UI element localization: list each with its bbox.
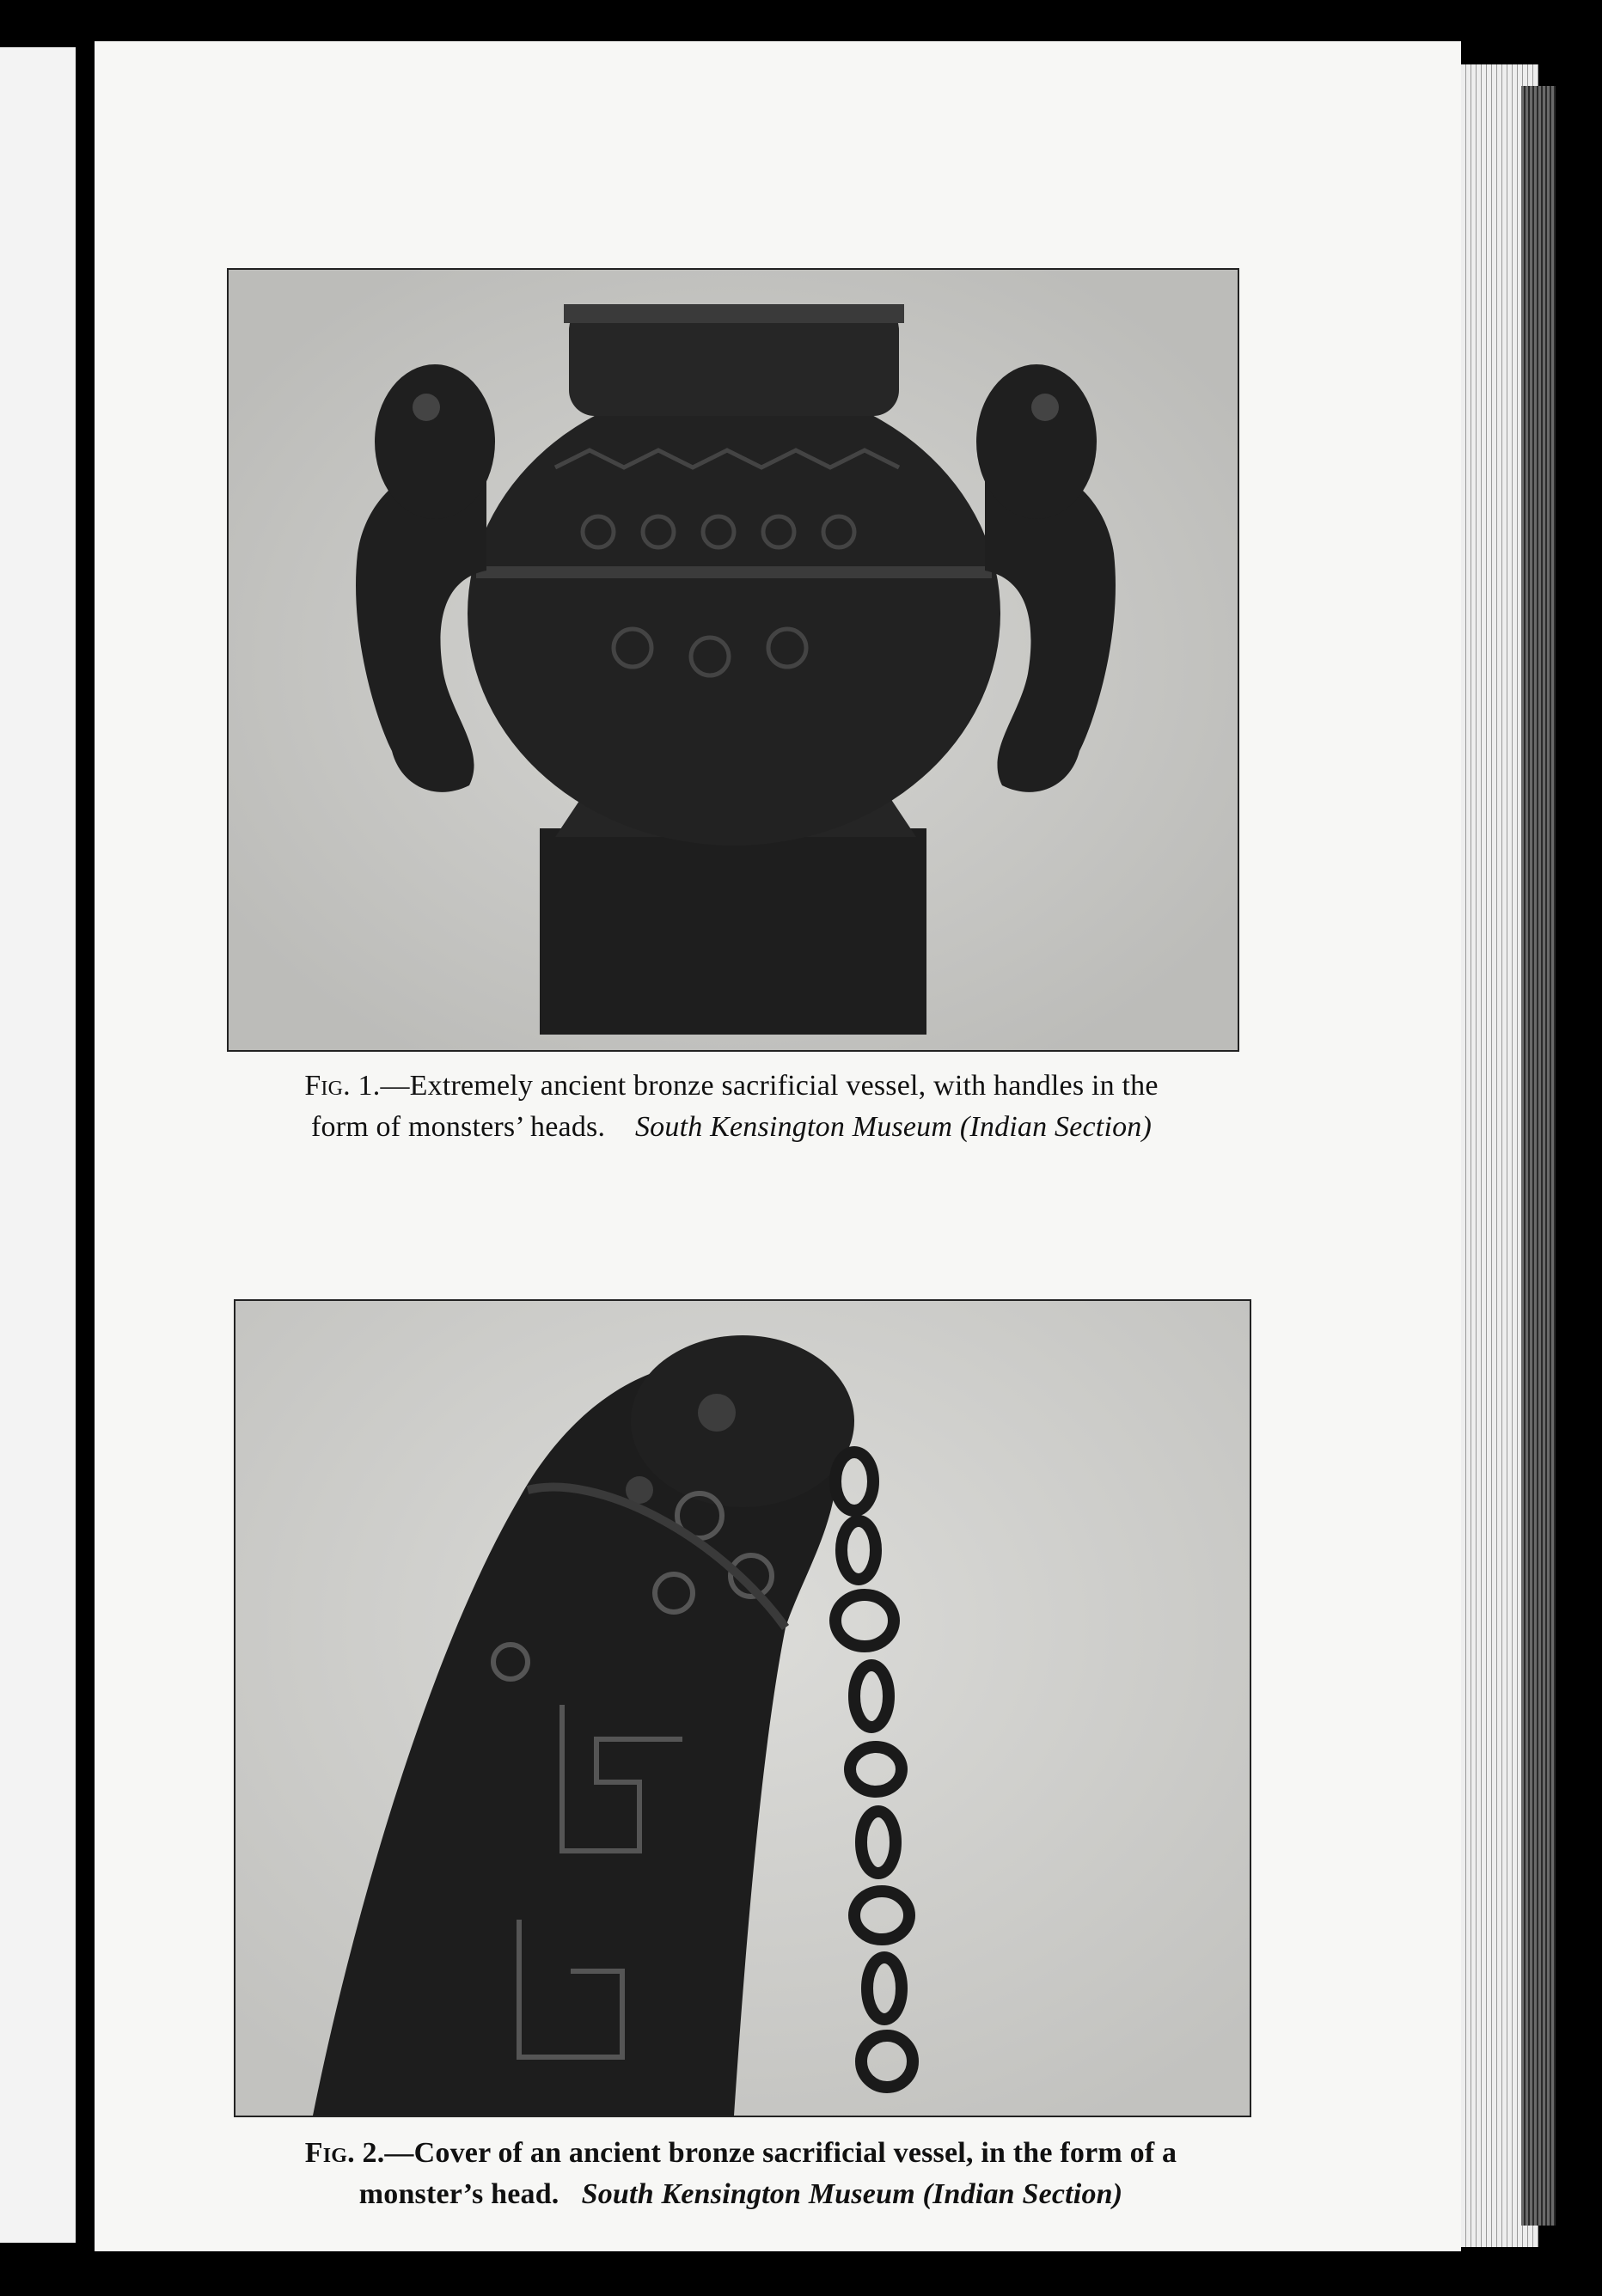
figure-2-museum: South Kensington Museum xyxy=(581,2178,915,2210)
page-stack-shadow xyxy=(1521,86,1556,2226)
figure-1-caption xyxy=(227,1066,1236,1148)
book-gutter xyxy=(76,0,95,2296)
figure-1-caption-line-2 xyxy=(227,1107,1236,1148)
left-page-edge xyxy=(0,47,76,2243)
figure-1-museum: South Kensington Museum xyxy=(634,1111,953,1143)
figure-1-section: (Indian Section) xyxy=(959,1111,1153,1143)
figure-2-section: (Indian Section) xyxy=(922,2178,1123,2210)
figure-2-photo xyxy=(234,1299,1251,2117)
bronze-vessel-illustration xyxy=(229,270,1238,1050)
figure-1-photo xyxy=(227,268,1239,1052)
vessel-base xyxy=(540,828,926,1035)
figure-1-caption-line-1 xyxy=(227,1066,1236,1107)
figure-2-caption-line-1 xyxy=(234,2133,1248,2174)
figure-2-caption-text-2: monster’s head. xyxy=(358,2178,559,2210)
vessel-body xyxy=(468,382,1000,846)
figure-2-caption-line-2 xyxy=(234,2174,1248,2215)
figure-1-caption-text-1: —Extremely ancient bronze sacrificial vessel, with handles in the xyxy=(380,1070,1159,1102)
figure-1-label: Fig. 1. xyxy=(304,1070,381,1102)
figure-2-label: Fig. 2. xyxy=(304,2137,385,2169)
bronze-cover-illustration xyxy=(235,1301,1250,2116)
figure-2-caption-text-1: —Cover of an ancient bronze sacrificial vessel, in the form of a xyxy=(384,2137,1177,2169)
monster-head xyxy=(631,1335,854,1507)
figure-2-caption xyxy=(234,2133,1248,2215)
vessel-band xyxy=(476,566,992,578)
figure-1-caption-text-2: form of monsters’ heads. xyxy=(310,1111,606,1143)
